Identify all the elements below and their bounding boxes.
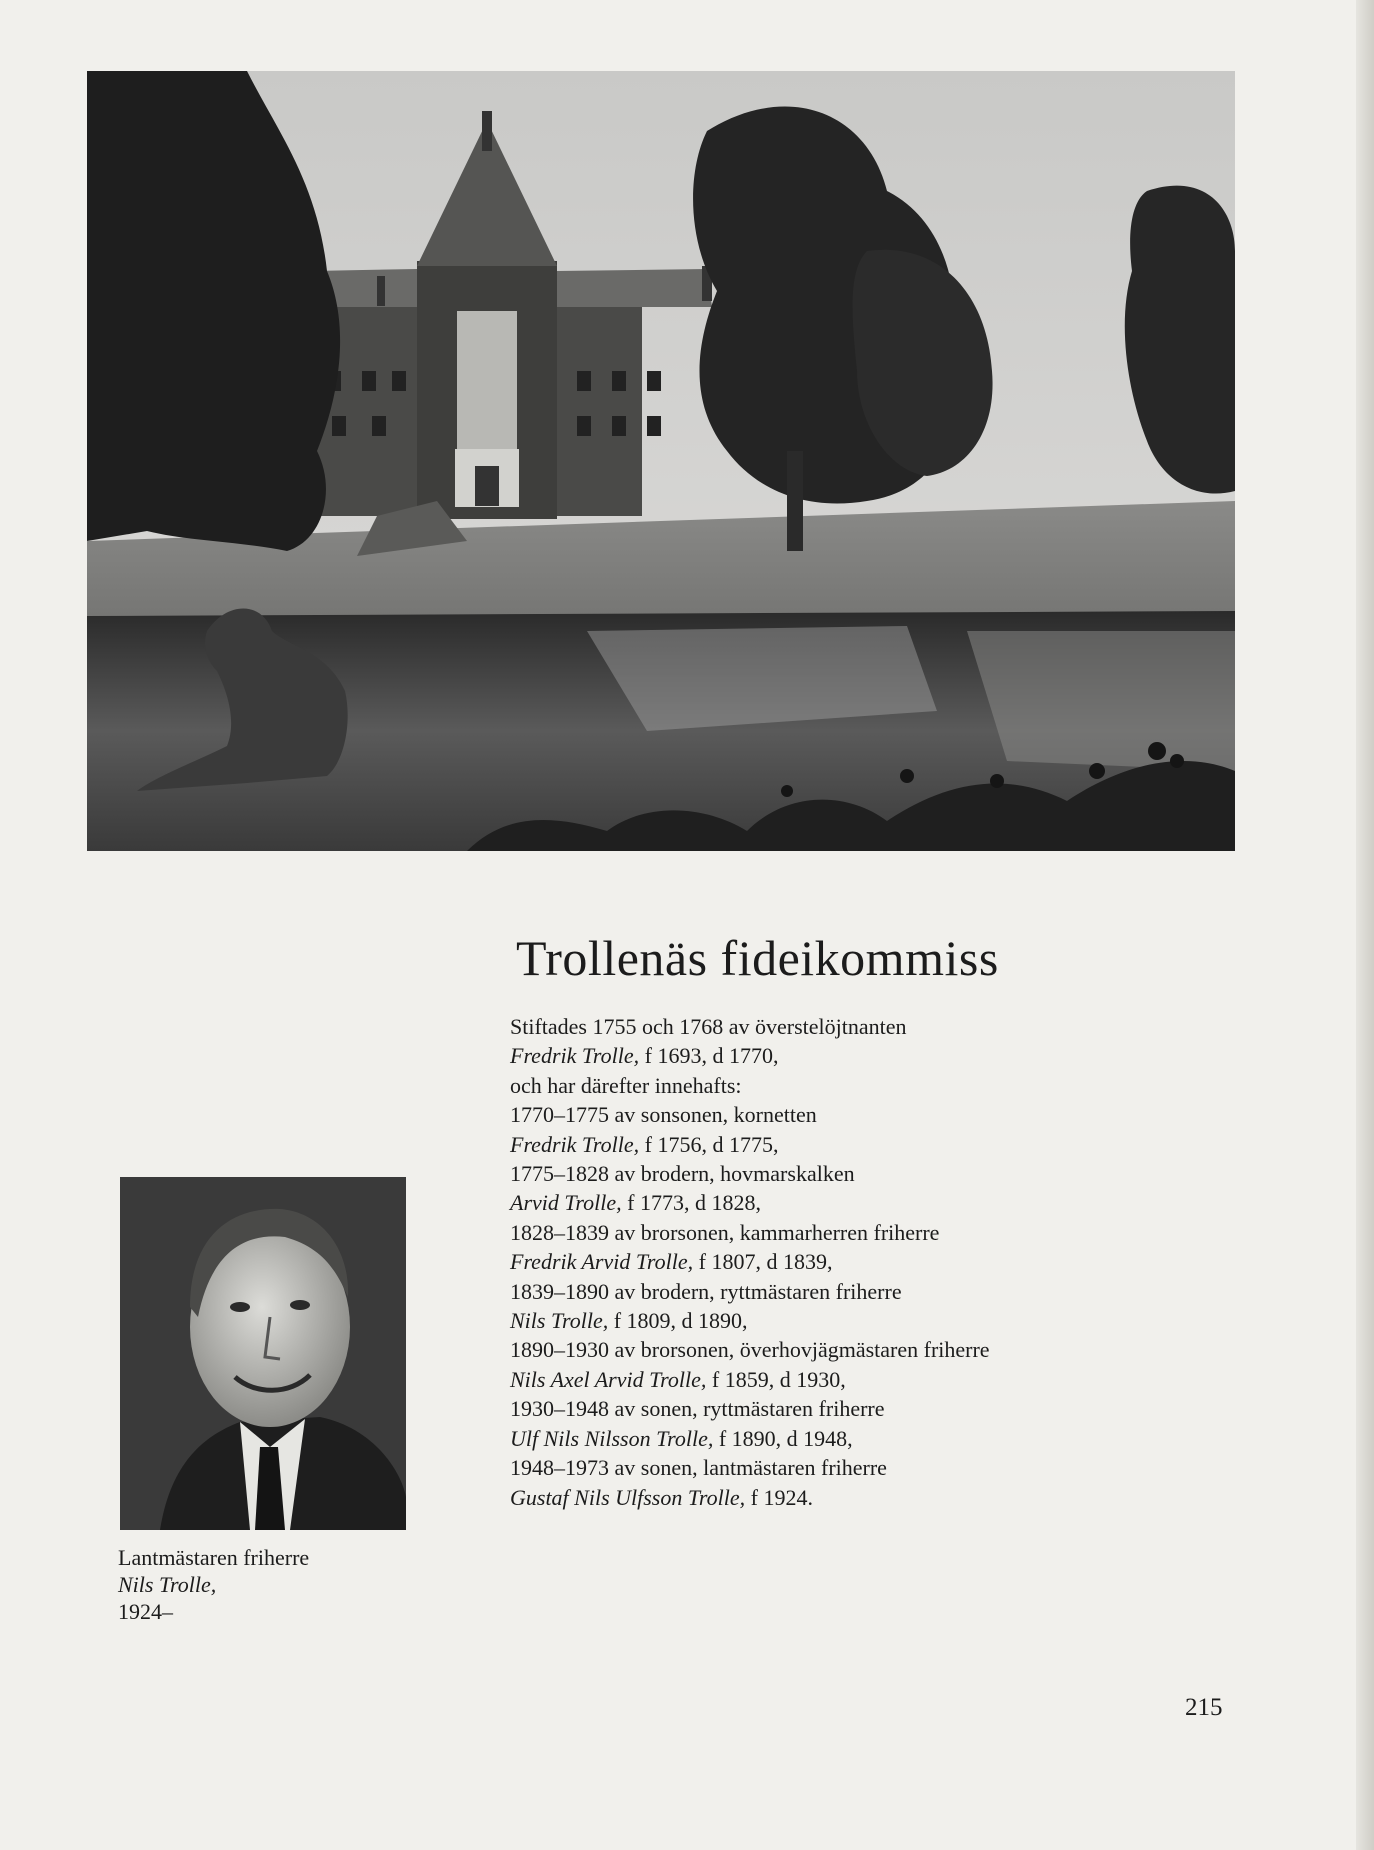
holder-dates: f 1693, d 1770, <box>639 1043 779 1069</box>
holder-dates: f 1924. <box>745 1484 813 1510</box>
text-line: Stiftades 1755 och 1768 av överstelöjtnanten <box>510 1014 907 1039</box>
holder-dates: f 1807, d 1839, <box>693 1249 833 1275</box>
text-line: 1890–1930 av brorsonen, överhovjägmästaren friherre <box>510 1337 990 1363</box>
holder-dates: f 1756, d 1775, <box>639 1131 779 1157</box>
text-line: och har därefter innehafts: <box>510 1072 742 1098</box>
holder-dates: f 1809, d 1890, <box>608 1308 748 1334</box>
caption-title: Lantmästaren friherre <box>118 1545 310 1570</box>
text-line: 1775–1828 av brodern, hovmarskalken <box>510 1161 855 1187</box>
text-line <box>510 1188 1210 1217</box>
section-title: Trollenäs fideikommiss <box>516 930 999 986</box>
holder-name: Fredrik Trolle, <box>510 1043 640 1069</box>
holder-name: Fredrik Trolle, <box>510 1131 640 1157</box>
text-line <box>510 1306 1210 1335</box>
holder-dates: f 1773, d 1828, <box>621 1190 761 1216</box>
holder-dates: f 1890, d 1948, <box>713 1425 853 1451</box>
holder-name: Nils Trolle, <box>510 1308 609 1334</box>
text-line <box>510 1424 1210 1453</box>
page-edge <box>1356 0 1374 1850</box>
portrait-caption <box>118 1544 408 1625</box>
castle-photograph <box>87 71 1235 851</box>
holder-dates: f 1859, d 1930, <box>706 1366 846 1392</box>
holder-name: Nils Axel Arvid Trolle, <box>510 1366 707 1392</box>
text-line <box>510 1365 1210 1394</box>
text-line: 1770–1775 av sonsonen, kornetten <box>510 1102 817 1128</box>
text-line <box>510 1247 1210 1276</box>
text-line <box>510 1130 1210 1159</box>
body-text <box>510 1012 1210 1512</box>
text-line <box>510 1041 1210 1070</box>
holder-name: Fredrik Arvid Trolle, <box>510 1249 694 1275</box>
text-line: 1948–1973 av sonen, lantmästaren friherre <box>510 1455 887 1481</box>
text-line <box>510 1483 1210 1512</box>
holder-name: Ulf Nils Nilsson Trolle, <box>510 1425 714 1451</box>
holder-name: Arvid Trolle, <box>510 1190 622 1216</box>
portrait-photograph <box>120 1177 406 1530</box>
text-line: 1839–1890 av brodern, ryttmästaren friherre <box>510 1278 902 1304</box>
caption-name: Nils Trolle, <box>118 1572 217 1597</box>
caption-year: 1924– <box>118 1599 173 1624</box>
page-number: 215 <box>1185 1694 1223 1721</box>
text-line: 1930–1948 av sonen, ryttmästaren friherre <box>510 1396 885 1422</box>
holder-name: Gustaf Nils Ulfsson Trolle, <box>510 1484 746 1510</box>
text-line: 1828–1839 av brorsonen, kammarherren friherre <box>510 1219 940 1245</box>
